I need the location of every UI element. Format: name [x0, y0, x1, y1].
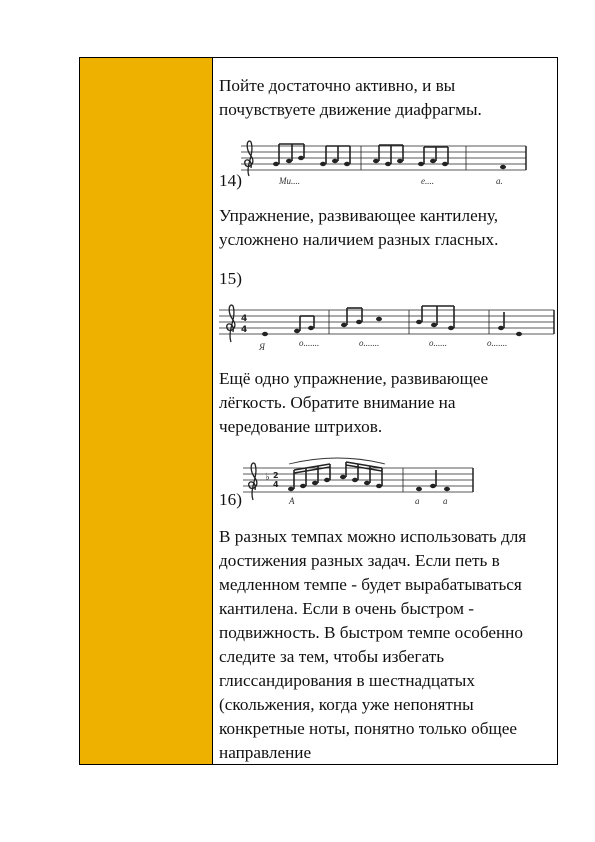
- paragraph-tempo: В разных темпах можно использовать для достижения разных задач. Если петь в медленном темпе - будет вырабатываться кантилена. Если в очень быстром - подвижность. В быстром темпе особенно следите за тем, чтобы избегать глиссандирования в шестнадцатых (скольжения, когда уже непонятны конкретные ноты, понятно только общее направление: [219, 527, 527, 762]
- svg-text:4: 4: [241, 314, 248, 324]
- svg-text:2: 2: [273, 471, 279, 480]
- svg-text:♭: ♭: [265, 472, 270, 483]
- exercise-14-label: 14): [219, 171, 242, 190]
- exercise-14-staff: [241, 136, 531, 192]
- treble-clef-icon: [227, 305, 235, 342]
- exercise-15-label: 15): [219, 269, 242, 288]
- exercise-14-lyric-2: е....: [421, 176, 434, 186]
- exercise-15-lyric-4: о......: [429, 338, 447, 348]
- exercise-16-staff: [243, 450, 483, 510]
- content-table: [79, 57, 558, 765]
- treble-clef-icon: [249, 463, 257, 500]
- svg-text:4: 4: [241, 325, 248, 335]
- paragraph-lightness: Ещё одно упражнение, развивающее лёгкость. Обратите внимание на чередование штрихов.: [219, 369, 489, 436]
- exercise-16-lyric-1: А: [289, 496, 295, 506]
- svg-text:4: 4: [273, 480, 279, 489]
- exercise-16-lyric-3: а: [443, 496, 448, 506]
- paragraph-diaphragm: Пойте достаточно активно, и вы почувствуете движение диафрагмы.: [219, 76, 482, 119]
- exercise-15-staff: [219, 294, 559, 358]
- exercise-15-lyric-1: Я: [259, 342, 265, 352]
- text-column: [213, 58, 557, 764]
- exercise-14-lyric-3: а.: [496, 176, 503, 186]
- exercise-14-lyric-1: Ми....: [279, 176, 300, 186]
- exercise-15-lyric-5: о.......: [487, 338, 508, 348]
- exercise-16-label: 16): [219, 490, 242, 509]
- exercise-15-lyric-2: о.......: [299, 338, 320, 348]
- accent-column: [80, 58, 213, 764]
- exercise-16-lyric-2: а: [415, 496, 420, 506]
- paragraph-cantilena: Упражнение, развивающее кантилену, усложнено наличием разных гласных.: [219, 206, 499, 249]
- exercise-15-lyric-3: о.......: [359, 338, 380, 348]
